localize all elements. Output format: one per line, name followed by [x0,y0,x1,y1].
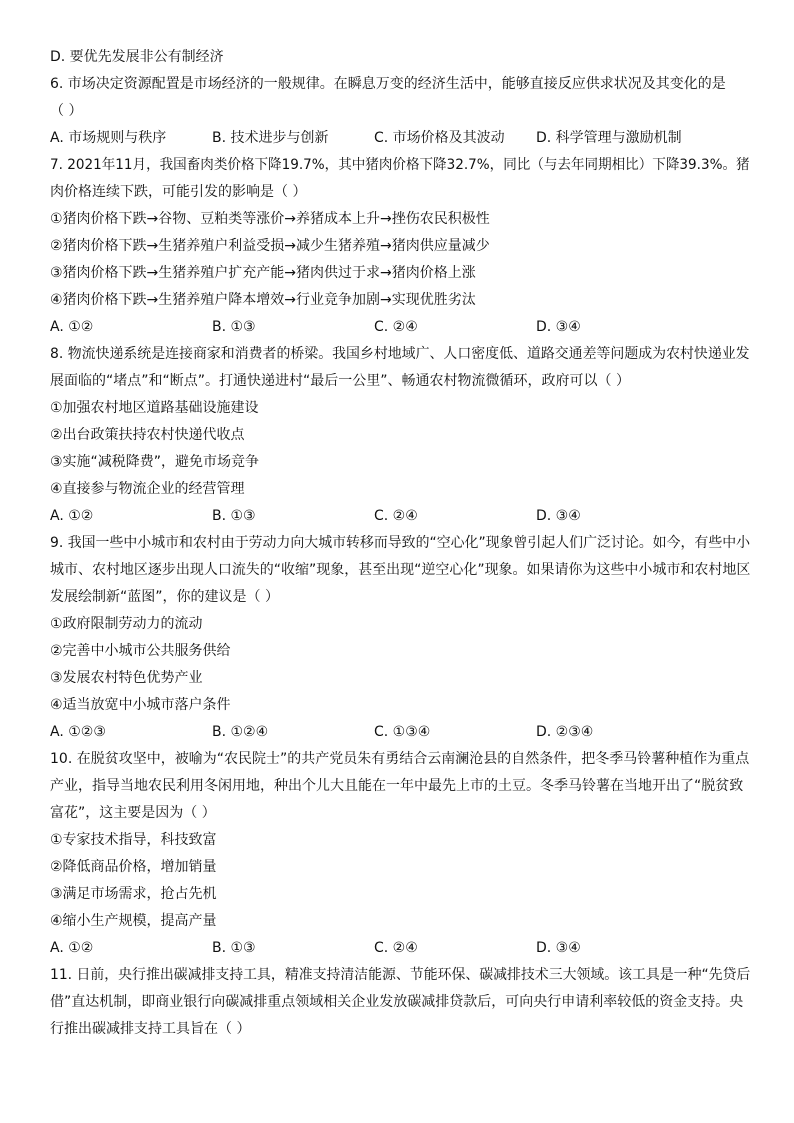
statement-4: ④缩小生产规模，提高产量 [50,913,217,929]
option-c: C. ②④ [374,940,418,956]
statement-1: ①专家技术指导，科技致富 [50,832,217,848]
statement-3: ③猪肉价格下跌→生猪养殖户扩充产能→猪肉供过于求→猪肉价格上涨 [50,265,476,281]
option-b: B. ①③ [212,319,256,335]
option-a: A. 市场规则与秩序 [50,130,167,146]
question-stem: 展面临的“堵点”和“断点”。打通快递进村“最后一公里”、畅通农村物流微循环，政府可以（ ） [50,373,630,389]
question-stem: 富花”，这主要是因为（ ） [50,805,216,821]
question-11 [50,962,750,1043]
question-stem: 借”直达机制，即商业银行向碳减排重点领域相关企业发放碳减排贷款后，可向央行申请利率较低的资金支持。央 [50,994,744,1010]
statement-2: ②完善中小城市公共服务供给 [50,643,231,659]
option-d: D. ③④ [536,508,581,524]
answer-options [50,125,750,152]
option-c: C. ②④ [374,319,418,335]
question-7 [50,152,750,341]
statement-1: ①猪肉价格下跌→谷物、豆粕类等涨价→养猪成本上升→挫伤农民积极性 [50,211,490,227]
question-stem: 发展绘制新“蓝图”，你的建议是（ ） [50,589,279,605]
statement-4: ④直接参与物流企业的经营管理 [50,481,245,497]
option-b: B. 技术进步与创新 [212,130,329,146]
option-d: D. 科学管理与激励机制 [536,130,682,146]
question-stem: 产业，指导当地农民利用冬闲用地，种出个儿大且能在一年中最先上市的土豆。冬季马铃薯在当地开出了“脱贫致 [50,778,744,794]
option-c: C. 市场价格及其波动 [374,130,505,146]
question-stem: 6. 市场决定资源配置是市场经济的一般规律。在瞬息万变的经济生活中，能够直接反应供求状况及其变化的是 [50,76,726,92]
statement-1: ①政府限制劳动力的流动 [50,616,203,632]
option-d: D. ③④ [536,940,581,956]
statement-4: ④猪肉价格下跌→生猪养殖户降本增效→行业竞争加剧→实现优胜劣汰 [50,292,476,308]
question-stem: 10. 在脱贫攻坚中，被喻为“农民院士”的共产党员朱有勇结合云南澜沧县的自然条件，把冬季马铃薯种植作为重点 [50,751,750,767]
option-a: A. ①②③ [50,724,106,740]
statement-3: ③满足市场需求，抢占先机 [50,886,217,902]
option-b: B. ①③ [212,940,256,956]
statement-2: ②出台政策扶持农村快递代收点 [50,427,245,443]
option-b: B. ①③ [212,508,256,524]
question-stem: 城市、农村地区逐步出现人口流失的“收缩”现象，甚至出现“逆空心化”现象。如果请你为这些中小城市和农村地区 [50,562,751,578]
option-c: C. ②④ [374,508,418,524]
statement-4: ④适当放宽中小城市落户条件 [50,697,231,713]
option-c: C. ①③④ [374,724,431,740]
question-9 [50,530,750,746]
option-a: A. ①② [50,319,94,335]
question-stem: 9. 我国一些中小城市和农村由于劳动力向大城市转移而导致的“空心化”现象曾引起人们广泛讨论。如今，有些中小 [50,535,751,551]
question-stem: 11. 日前，央行推出碳减排支持工具，精准支持清洁能源、节能环保、碳减排技术三大领域。该工具是一种“先贷后 [50,967,751,983]
answer-options [50,314,750,341]
q5-option-d: D. 要优先发展非公有制经济 [50,49,224,65]
option-a: A. ①② [50,940,94,956]
answer-options [50,503,750,530]
question-stem: 7. 2021年11月，我国畜肉类价格下降19.7%，其中猪肉价格下降32.7%，同比（与去年同期相比）下降39.3%。猪 [50,157,750,173]
question-stem: 8. 物流快递系统是连接商家和消费者的桥梁。我国乡村地域广、人口密度低、道路交通差等问题成为农村快递业发 [50,346,750,362]
question-6 [50,71,750,152]
question-stem: 肉价格连续下跌，可能引发的影响是（ ） [50,184,307,200]
option-d: D. ③④ [536,319,581,335]
statement-2: ②猪肉价格下跌→生猪养殖户利益受损→减少生猪养殖→猪肉供应量减少 [50,238,490,254]
statement-1: ①加强农村地区道路基础设施建设 [50,400,259,416]
exam-page [50,44,750,1043]
question-8 [50,341,750,530]
statement-3: ③实施“减税降费”，避免市场竞争 [50,454,260,470]
option-d: D. ②③④ [536,724,594,740]
statement-3: ③发展农村特色优势产业 [50,670,203,686]
answer-blank: （ ） [50,103,83,119]
answer-options [50,935,750,962]
question-stem: 行推出碳减排支持工具旨在（ ） [50,1021,251,1037]
option-b: B. ①②④ [212,724,269,740]
question-10 [50,746,750,962]
option-a: A. ①② [50,508,94,524]
statement-2: ②降低商品价格，增加销量 [50,859,217,875]
answer-options [50,719,750,746]
